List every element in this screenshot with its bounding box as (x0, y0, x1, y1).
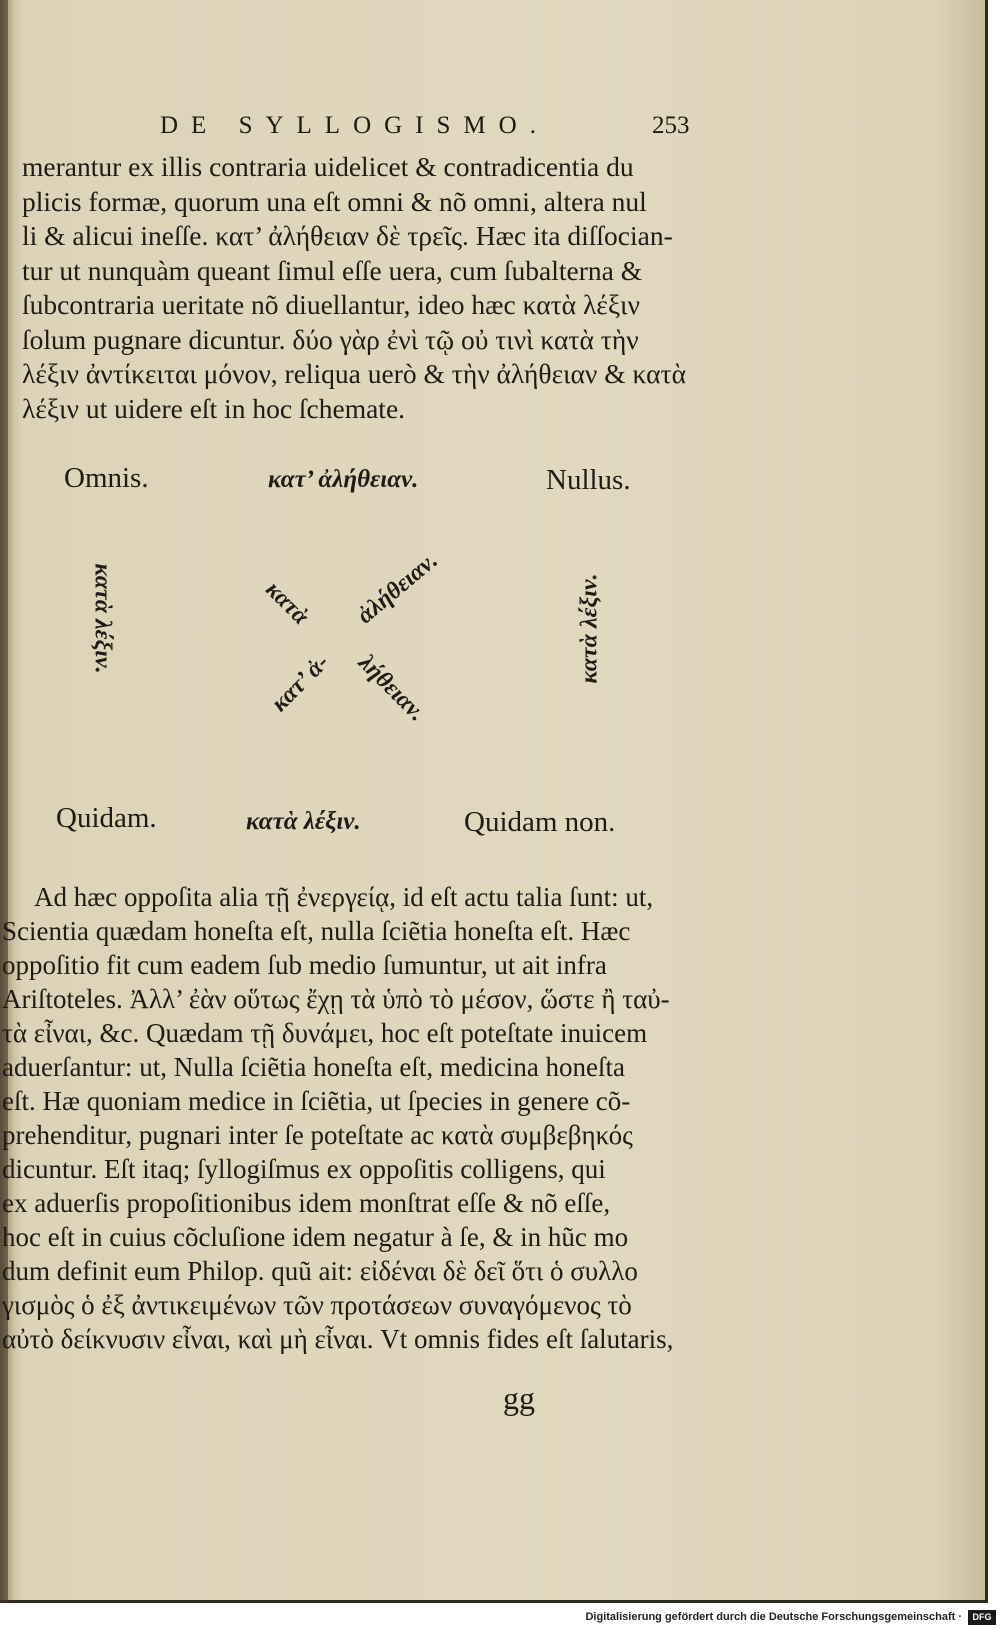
text-line: τὰ εἶναι, &c. Quædam τῇ δυνάμει, hoc eſt poteſtate inuicem (2, 1018, 648, 1048)
text-line: li & alicui ineſſe. κατ’ ἀλήθειαν δὲ τρεῖς. Hæc ita diſſocian- (22, 220, 673, 251)
text-line: dicuntur. Eſt itaq; ſyllogiſmus ex oppoſitis colligens, qui (2, 1154, 606, 1184)
text-line: ex aduerſis propoſitionibus idem monſtrat eſſe & nõ eſſe, (2, 1188, 611, 1218)
diagonal-label-2a: κατ’ ἀ- (266, 649, 335, 717)
corner-label-omnis: Omnis. (64, 462, 149, 494)
text-line: plicis formæ, quorum una eſt omni & nõ omni, altera nul (22, 185, 647, 217)
label-bottom-center: κατὰ λέξιν. (246, 808, 361, 835)
digitization-footer (0, 1608, 1000, 1629)
text-line: αὐτὸ δείκνυσιν εἶναι, καὶ μὴ εἶναι. Vt omnis fides eſt ſalutaris, (2, 1324, 674, 1354)
page-number: 253 (652, 112, 690, 139)
text-line: prehenditur, pugnari inter ſe poteſtate ac κατὰ συμβεβηκός (2, 1120, 633, 1150)
text-line: merantur ex illis contraria uidelicet & contradicentia du (22, 151, 634, 182)
text-line: γισμὸς ὁ ἐξ ἀντικειμένων τῶν προτάσεων συναγόμενος τὸ (2, 1290, 632, 1320)
text-block-upper (22, 150, 692, 426)
text-line: dum definit eum Philop. quũ ait: εἰδέναι δὲ δεῖ ὅτι ὁ συλλο (2, 1256, 638, 1286)
diagonal-label-2b: λήθειαν. (353, 649, 431, 727)
text-line: λέξιν ut uidere eſt in hoc ſchemate. (22, 392, 406, 424)
label-left-vertical: κατὰ λέξιν. (89, 563, 116, 674)
text-line: aduerſantur: ut, Nulla ſciẽtia honeſta eſt, medicina honeſta (2, 1052, 626, 1082)
label-top-center: κατ’ ἀλήθειαν. (268, 466, 419, 493)
label-right-vertical: κατὰ λέξιν. (576, 573, 603, 684)
text-line: Ariſtoteles. Ἀλλ’ ἐὰν οὕτως ἔχῃ τὰ ὑπὸ τὸ μέσον, ὥστε ἢ ταὐ- (2, 984, 670, 1014)
signature-mark: gg (503, 1380, 535, 1416)
running-head: DE SYLLOGISMO. (160, 112, 549, 139)
text-line: oppoſitio fit cum eadem ſub medio ſumuntur, ut ait infra (2, 950, 607, 980)
dfg-logo-icon: DFG (968, 1610, 996, 1625)
text-line: eſt. Hæ quoniam medice in ſciẽtia, ut ſpecies in genere cõ- (2, 1086, 631, 1116)
corner-label-quidam: Quidam. (56, 802, 157, 834)
funding-credit: Digitalisierung gefördert durch die Deutsche Forschungsgemeinschaft · (585, 1611, 962, 1623)
corner-label-nullus: Nullus. (546, 464, 631, 496)
diagonal-label-1a: κατὰ (260, 576, 314, 630)
text-line: Ad hæc oppoſita alia τῇ ἐνεργείᾳ, id eſt actu talia ſunt: ut, (34, 882, 654, 912)
text-line: Scientia quædam honeſta eſt, nulla ſciẽtia honeſta eſt. Hæc (2, 916, 631, 946)
diagonal-label-1b: ἀλήθειαν. (352, 547, 443, 629)
text-line: tur ut nunquàm queant ſimul eſſe uera, cum ſubalterna & (22, 254, 643, 286)
text-line: ſubcontraria ueritate nõ diuellantur, ideo hæc κατὰ λέξιν (22, 289, 640, 320)
text-block-lower (2, 880, 672, 1356)
text-line: ſolum pugnare dicuntur. δύο γὰρ ἐνὶ τῷ οὐ τινὶ κατὰ τὴν (22, 323, 639, 355)
corner-label-quidam-non: Quidam non. (464, 806, 616, 838)
text-line: hoc eſt in cuius cõcluſione idem negatur à ſe, & in hũc mo (2, 1222, 629, 1252)
square-of-opposition (0, 450, 980, 850)
text-line: λέξιν ἀντίκειται μόνον, reliqua uerò & τὴν ἀλήθειαν & κατὰ (22, 358, 686, 389)
